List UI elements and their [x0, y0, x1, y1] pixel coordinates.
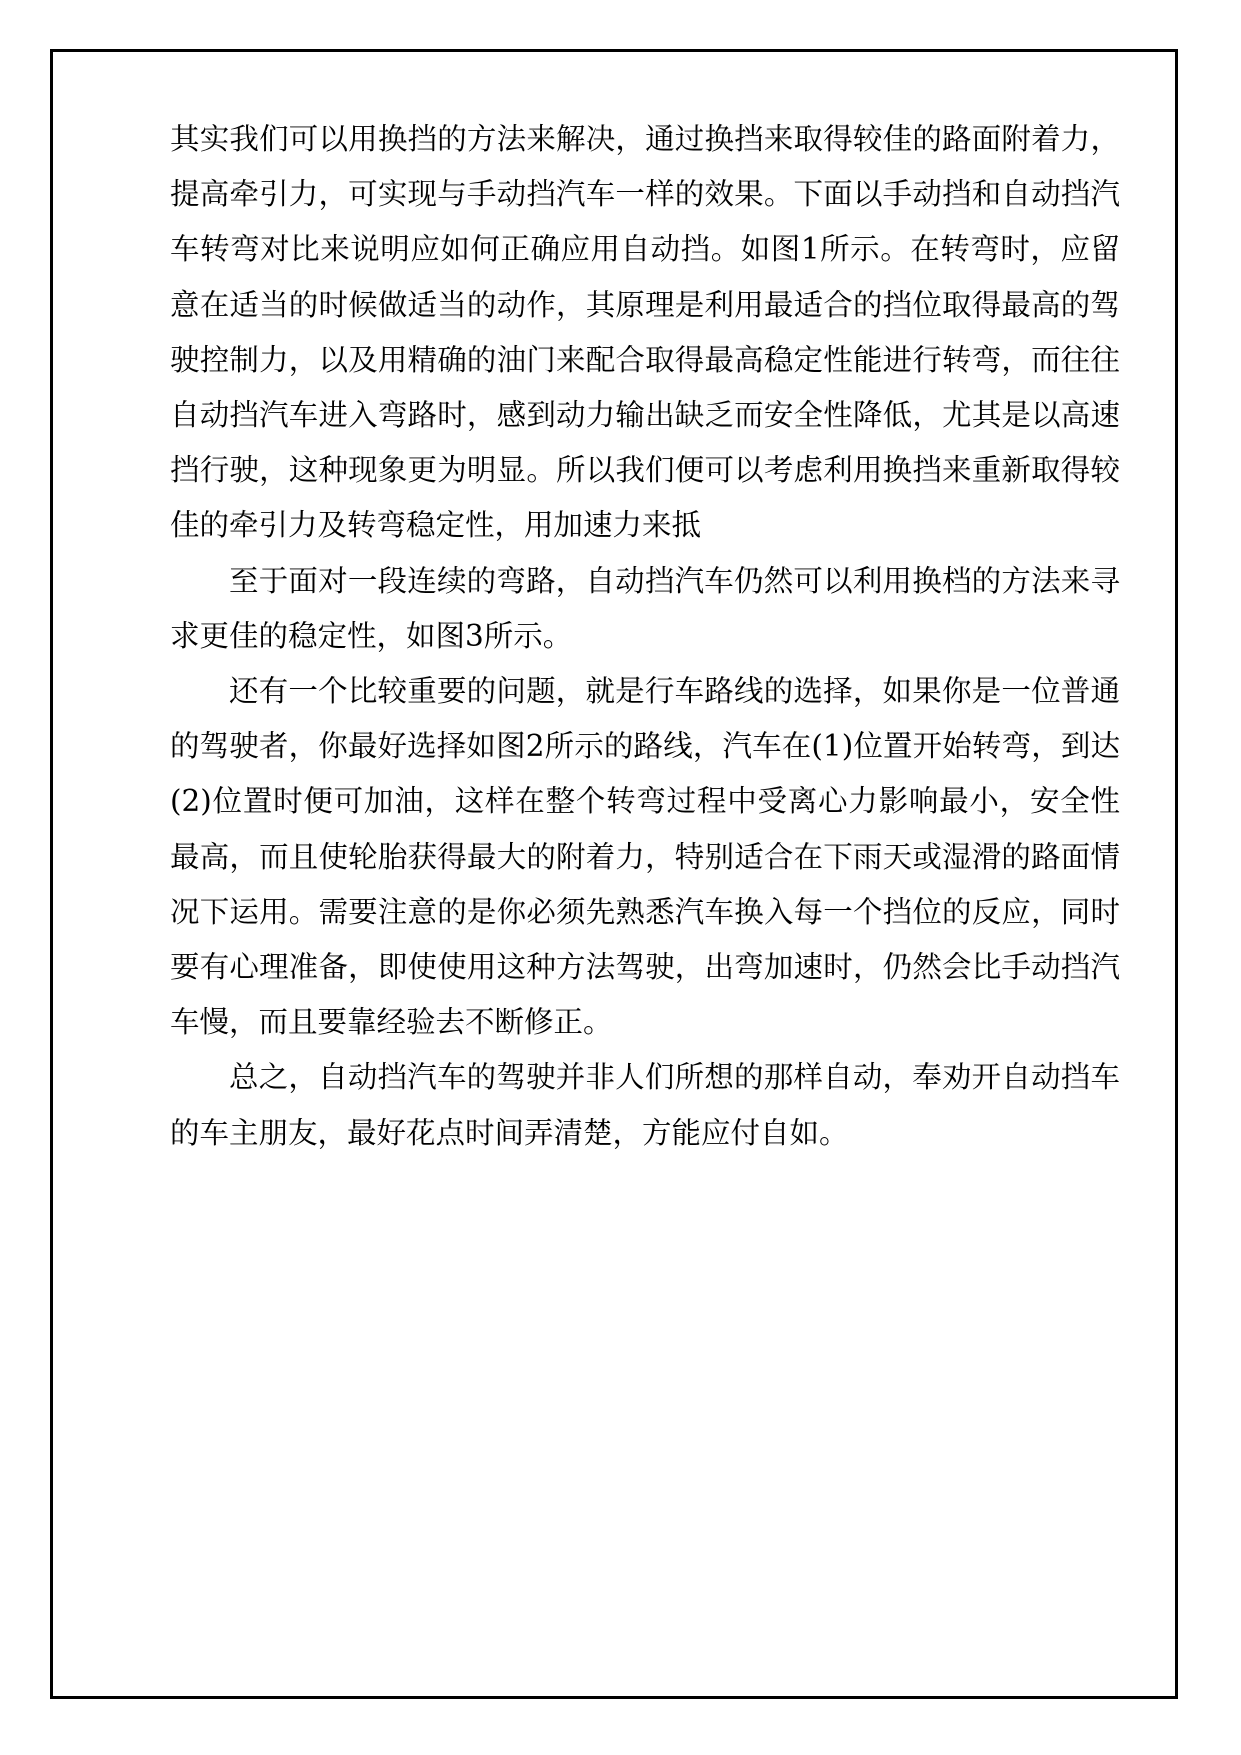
paragraph-3: 还有一个比较重要的问题，就是行车路线的选择，如果你是一位普通的驾驶者，你最好选择如图2所示的路线，汽车在(1)位置开始转弯，到达(2)位置时便可加油，这样在整个转弯过程中受离心力影响最小，安全性最高，而且使轮胎获得最大的附着力，特别适合在下雨天或湿滑的路面情况下运用。需要注意的是你必须先熟悉汽车换入每一个挡位的反应，同时要有心理准备，即使使用这种方法驾驶，出弯加速时，仍然会比手动挡汽车慢，而且要靠经验去不断修正。	[170, 674, 1120, 1040]
document-body	[170, 112, 1120, 1161]
paragraph-4: 总之，自动挡汽车的驾驶并非人们所想的那样自动，奉劝开自动挡车的车主朋友，最好花点时间弄清楚，方能应付自如。	[170, 1060, 1120, 1150]
paragraph-1: 其实我们可以用换挡的方法来解决，通过换挡来取得较佳的路面附着力，提高牵引力，可实现与手动挡汽车一样的效果。下面以手动挡和自动挡汽车转弯对比来说明应如何正确应用自动挡。如图1所示。在转弯时，应留意在适当的时候做适当的动作，其原理是利用最适合的挡位取得最高的驾驶控制力，以及用精确的油门来配合取得最高稳定性能进行转弯，而往往自动挡汽车进入弯路时，感到动力输出缺乏而安全性降低，尤其是以高速挡行驶，这种现象更为明显。所以我们便可以考虑利用换挡来重新取得较佳的牵引力及转弯稳定性，用加速力来抵	[170, 122, 1120, 543]
paragraph-2: 至于面对一段连续的弯路，自动挡汽车仍然可以利用换档的方法来寻求更佳的稳定性，如图3所示。	[170, 563, 1120, 653]
